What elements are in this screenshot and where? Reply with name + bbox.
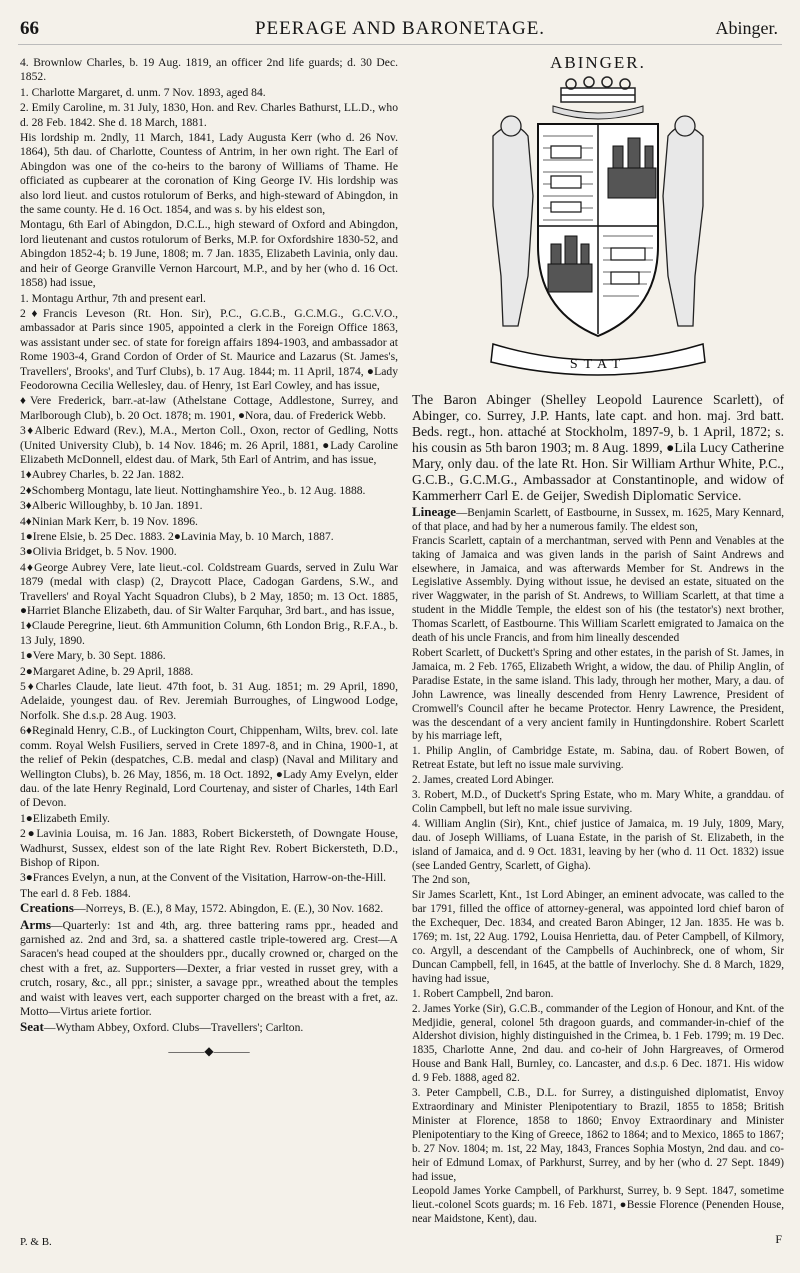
paragraph: 4. Brownlow Charles, b. 19 Aug. 1819, an officer 2nd life guards; d. 30 Dec. 1852. <box>20 56 398 84</box>
seat-text: —Wytham Abbey, Oxford. Clubs—Travellers'; Carlton. <box>43 1021 304 1035</box>
paragraph: 2●Lavinia Louisa, m. 16 Jan. 1883, Robert Bickersteth, of Downgate House, Wadhurst, Sussex, eldest son of the late Right Rev. Robert Bickersteth, D.D., Bishop of Ripon. <box>20 827 398 869</box>
paragraph: ♦Vere Frederick, barr.-at-law (Athelstane Cottage, Addlestone, Surrey, and Marlborough Club), b. 20 Oct. 1878; m. 1901, ●Nora, dau. of Frederick Webb. <box>20 394 398 422</box>
left-column <box>20 56 398 1058</box>
paragraph: 4♦George Aubrey Vere, late lieut.-col. Coldstream Guards, served in Zulu War 1879 (medal with clasp) (2, Draycott Place, Cadogan Gardens, S.W., and Travellers' and Royal Yacht Squadron Clubs), b 2 May, 1850; m. 13 Oct. 1885, ●Harriet Blanche Elizabeth, dau. of Sir Walter Farquhar, 3rd bart., and has issue, <box>20 560 398 618</box>
paragraph: 3●Olivia Bridget, b. 5 Nov. 1900. <box>20 545 177 559</box>
paragraph: 3♦Alberic Edward (Rev.), M.A., Merton Coll., Oxon, rector of Gedling, Notts (United University Club), b. 14 Nov. 1846; m. 26 April, 1881, ●Lady Caroline Elizabeth McDonnell, eldest dau. of Mark, 5th Earl of Antrim, and has issue, <box>20 424 398 466</box>
paragraph: 1♦Aubrey Charles, b. 22 Jan. 1882. <box>20 468 185 482</box>
creations-paragraph <box>20 901 398 916</box>
paragraph: 2. James, created Lord Abinger. <box>412 774 554 787</box>
paragraph: 1●Irene Elsie, b. 25 Dec. 1883. 2●Lavinia May, b. 10 March, 1887. <box>20 530 334 543</box>
paragraph: 1. Robert Campbell, 2nd baron. <box>412 987 554 1000</box>
paragraph: The 2nd son, <box>412 874 471 887</box>
running-head: Abinger. <box>715 18 778 38</box>
paragraph: 1. Montagu Arthur, 7th and present earl. <box>20 291 206 305</box>
coat-of-arms-icon <box>473 76 723 384</box>
paragraph: 1♦Claude Peregrine, lieut. 6th Ammunition Column, 6th London Brig., R.F.A., b. 13 July, 1890. <box>20 619 398 647</box>
page-title: PEERAGE AND BARONETAGE. <box>254 18 546 39</box>
right-paragraphs <box>412 535 784 1227</box>
creations-label: Creations <box>20 900 74 916</box>
paragraph: 3. Peter Campbell, C.B., D.L. for Surrey, a distinguished diplomatist, Envoy Extraordinary and Minister Plenipotentiary to Brazil, 1855 to 1858; British Minister at Florence, 1858 to 1860; Envoy Extraordinary and Minister Plenipotentiary to the King of Greece, 1862 to 1864; and to Mexico, 1865 to 1867; b. 27 Nov. 1804; m. 1st, 22 May, 1843, Frances Sophia Mostyn, 2nd dau. and co-heir of Edmund Lomax, of Parkhurst, Surrey, and by her (who d. 27 Sept. 1849) had issue, <box>412 1087 784 1183</box>
paragraph: Montagu, 6th Earl of Abingdon, D.C.L., high steward of Oxford and Abingdon, lord lieutenant and custos rotulorum of Berks, M.P. for Oxfordshire 1830-52, and Abingdon 1852-4; b. 19 June, 1808; m. 7 Jan. 1835, Elizabeth Lavinia, only dau. and heir of George Granville Vernon Harcourt, M.P., and by her (who d. 16 Oct. 1858) had issue, <box>20 218 398 290</box>
lineage-text: —Benjamin Scarlett, of Eastbourne, in Sussex, m. 1625, Mary Kennard, of that place, and had by her a numerous family. The eldest son, <box>412 506 784 533</box>
page-number: 66 <box>20 18 39 39</box>
arms-text: —Quarterly: 1st and 4th, arg. three battering rams ppr., headed and garnished az. 2nd and 3rd, sa. a shattered castle triple-towered arg. Crest—A Saracen's head couped at the shoulders ppr., ducally crowned or, charged on the chest with a fret, az. Supporters—Dexter, a friar vested in russet grey, with a crutch, rosary, &c., all ppr.; sinister, a savage ppr., wreathed about the temples and waist with leaves vert, each supporter charged on the breast with a fret, az. Motto—Virtus ariete fortior. <box>20 918 398 1018</box>
baron-intro: The Baron Abinger (Shelley Leopold Laurence Scarlett), of Abinger, co. Surrey, J.P. Hants, late capt. and hon. maj. 3rd batt. Beds. regt., hon. attaché at Stockholm, 1897-9, b. 1 April, 1872; s. his cousin as 5th baron 1903; m. 8 Aug. 1899, ●Lila Lucy Catherine Mary, only dau. of the late Rt. Hon. Sir William Arthur White, P.C., G.C.B., G.C.M.G., Ambassador at Constantinople, and widow of Kammerherr Carl E. de Geijer, Swedish Diplomatic Service. <box>412 391 784 503</box>
right-column <box>412 53 784 1227</box>
paragraph: 5♦Charles Claude, late lieut. 47th foot, b. 31 Aug. 1851; m. 29 April, 1890, Adelaide, youngest dau. of Rev. Jeremiah Burroughes, of Lingwood Lodge, Norfolk. She d.s.p. 28 Aug. 1903. <box>20 680 398 722</box>
paragraph: Sir James Scarlett, Knt., 1st Lord Abinger, an eminent advocate, was called to the bar 1791, filled the office of attorney-general, was appointed lord chief baron of the Exchequer, Dec. 1834, and created Baron Abinger, 12 Jan. 1835. He was b. 1769; m. 1st, 22 Aug. 1792, Louisa Henrietta, dau. of Peter Campbell, of Kilmory, co. Argyll, a descendant of the Campbells of Auchinbreck, one of whom, Sir Duncan Campbell, fell, in 1645, at the battle of Inverlochy. She d. 8 March, 1829, having had issue, <box>412 889 784 985</box>
paragraph: 2♦Francis Leveson (Rt. Hon. Sir), P.C., G.C.B., G.C.M.G., G.C.V.O., ambassador at Paris since 1905, appointed a clerk in the Foreign Office 1863, was assistant under sec. of state for foreign affairs 1894-1903, and ambassador at Rome 1903-4, Grand Cordon of Order of St. Maurice and Lazarus (St. James's, Travellers', Brooks', and Turf Clubs), b. 17 Aug. 1844; m. 11 April, 1874, ●Lady Feodorowna Cecilia Wellesley, dau. of Henry, 1st Earl Cowley, and has issue, <box>20 306 398 392</box>
paragraph: 1●Elizabeth Emily. <box>20 811 110 825</box>
paragraph: 2●Margaret Adine, b. 29 April, 1888. <box>20 664 194 678</box>
paragraph: 4♦Ninian Mark Kerr, b. 19 Nov. 1896. <box>20 514 198 528</box>
paragraph: 1. Philip Anglin, of Cambridge Estate, m. Sabina, dau. of Robert Bowen, of Retreat Estate, but left no issue male surviving. <box>412 745 784 772</box>
footer-left: P. & B. <box>20 1236 52 1248</box>
paragraph: 3♦Alberic Willoughby, b. 10 Jan. 1891. <box>20 499 203 513</box>
paragraph: Francis Scarlett, captain of a merchantman, served with Penn and Venables at the taking of Jamaica and was given lands in the parish of Saint Andrews and elsewhere, in Jamaica, and was afterwards Member for St. Andrews in the Legislative Assembly. Dying without issue, he devised an estate, situated on the river Waggwater, in the parish of St. Andrews, to William Scarlett, at that time a student in the Middle Temple, the eldest son of his (the testator's) next brother, Thomas Scarlett, of Eastbourne. This William Scarlett emigrated to Jamaica on the death of his uncle Francis, and from him lineally descended <box>412 534 784 645</box>
seat-paragraph <box>20 1020 398 1035</box>
paragraph: Leopold James Yorke Campbell, of Parkhurst, Surrey, b. 9 Sept. 1847, sometime lieut.-colonel Scots guards; m. 16 Feb. 1871, ●Bessie Florence (Penenden House, near Maidstone, Kent), dau. <box>412 1185 784 1226</box>
paragraph: 2. Emily Caroline, m. 31 July, 1830, Hon. and Rev. Charles Bathurst, LL.D., who d. 28 Feb. 1842. She d. 18 March, 1881. <box>20 101 398 129</box>
lineage-label: Lineage <box>412 503 457 519</box>
arms-label: Arms <box>20 916 52 932</box>
arms-paragraph <box>20 918 398 1020</box>
paragraph: 1●Vere Mary, b. 30 Sept. 1886. <box>20 649 166 663</box>
left-paragraphs <box>20 56 398 901</box>
page-header <box>18 18 782 45</box>
paragraph: The earl d. 8 Feb. 1884. <box>20 886 131 900</box>
paragraph: 3●Frances Evelyn, a nun, at the Convent of the Visitation, Harrow-on-the-Hill. <box>20 871 387 885</box>
motto-banner-text: STAT <box>569 356 627 372</box>
paragraph: 4. William Anglin (Sir), Knt., chief justice of Jamaica, m. 19 July, 1809, Mary, dau. of Joseph Williams, of Luana Estate, in the parish of St. Elizabeth, in the island of Jamaica, and d. 9 Oct. 1831, leaving by her (who d. 11 Oct. 1832) issue (see Landed Gentry, Scarlett, of Gigha). <box>412 817 784 872</box>
paragraph: 1. Charlotte Margaret, d. unm. 7 Nov. 1893, aged 84. <box>20 85 266 99</box>
paragraph: Robert Scarlett, of Duckett's Spring and other estates, in the parish of St. James, in Jamaica, m. 2 Feb. 1765, Elizabeth Wright, a widow, the dau. of Philip Anglin, of Paradise Estate, in the same island. This lady, through her mother, Mary, a dau. of John Lawrence, was lineally descended from Henry Lawrence, President of Cromwell's Council after he became Protector. Henry Lawrence, the President, was the descendant of a very ancient family in Huntingdonshire. Robert Scarlett by his marriage left, <box>412 646 784 743</box>
lineage-paragraph <box>412 505 784 535</box>
paragraph: His lordship m. 2ndly, 11 March, 1841, Lady Augusta Kerr (who d. 26 Nov. 1864), 5th dau. of Charlotte, Countess of Antrim, in her own right. The Earl of Abingdon was one of the co-heirs to the barony of Williams of Thame. He officiated as cupbearer at the coronation of King George IV. His lordship was also lord lieut. and custos rotulorum of Berks, and high-steward of Abingdon, in the same county. He d. 16 Oct. 1854, and was s. by his eldest son, <box>20 131 398 217</box>
paragraph: 2♦Schomberg Montagu, late lieut. Nottinghamshire Yeo., b. 12 Aug. 1888. <box>20 483 366 497</box>
paragraph: 3. Robert, M.D., of Duckett's Spring Estate, who m. Mary White, a granddau. of Colin Campbell, but left no male issue surviving. <box>412 789 784 815</box>
seat-label: Seat <box>20 1019 44 1035</box>
creations-text: —Norreys, B. (E.), 8 May, 1572. Abingdon, E. (E.), 30 Nov. 1682. <box>73 902 384 916</box>
section-divider: ———◆——— <box>168 1043 250 1058</box>
footer-right: F <box>775 1232 782 1246</box>
section-heading: ABINGER. <box>550 53 646 72</box>
paragraph: 2. James Yorke (Sir), G.C.B., commander of the Legion of Honour, and Knt. of the Medjidie, general, colonel 5th dragoon guards, and commander-in-chief of the Aldershot division, highly distinguished in the Crimea, b. 1 Feb. 1799; m. 19 Dec. 1835, Charlotte Anne, 2nd dau. and co-heir of John Hargreaves, of Ormerod House and Bank Hall, Burnley, co. Lancaster, and d.s.p. 6 Dec. 1871. His widow d. 9 Feb. 1888, aged 82. <box>412 1002 784 1085</box>
paragraph: 6♦Reginald Henry, C.B., of Luckington Court, Chippenham, Wilts, brev. col. late comm. Royal Welsh Fusiliers, served in Crete 1897-8, and in China, 1900-1, at the relief of Pekin (despatches, C.B. medal and clasp) (Naval and Military and Wellington Clubs), b. 26 May, 1856, m. 18 Oct. 1892, ●Lady Amy Evelyn, elder dau. of the late Henry Reginald, Lord Courtenay, and sister of Charles, 14th Earl of Devon. <box>20 724 398 810</box>
